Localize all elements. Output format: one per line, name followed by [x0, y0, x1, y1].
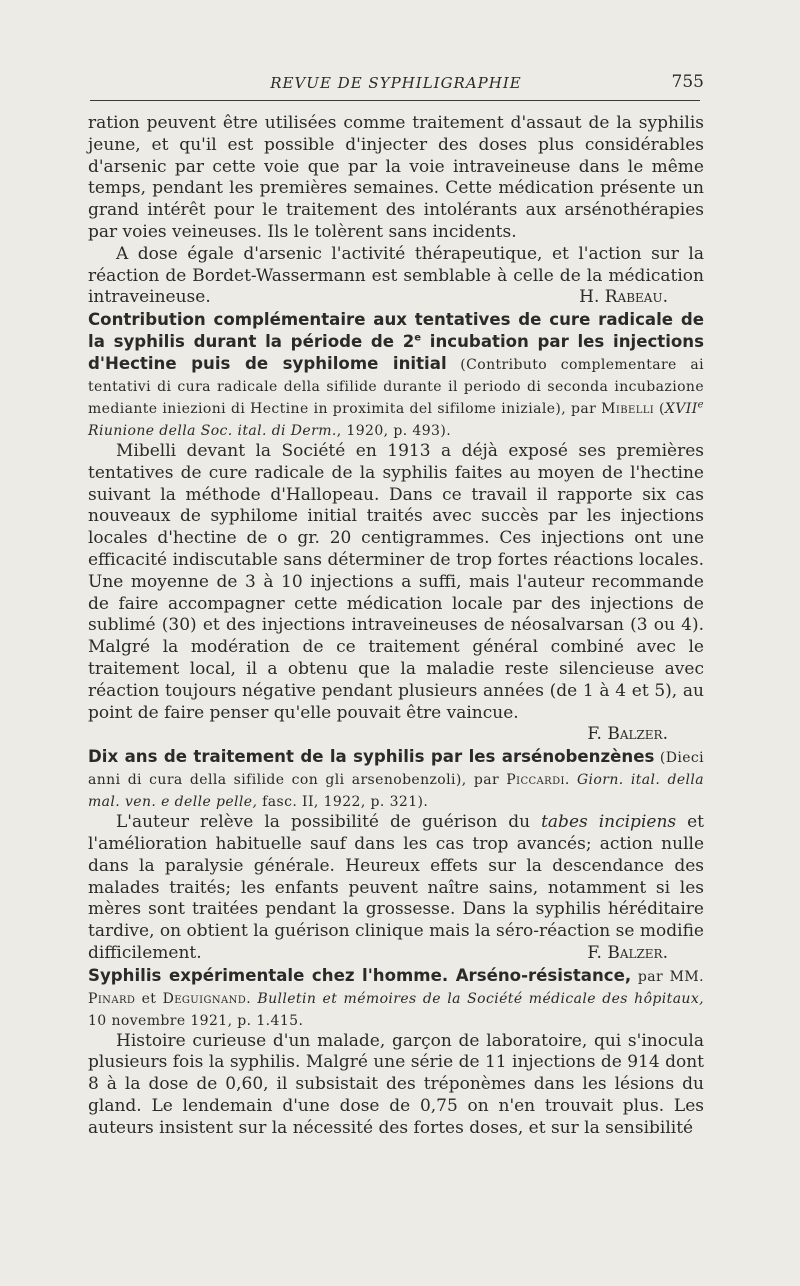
article-1-heading	[88, 309, 704, 441]
article-3-heading	[88, 965, 704, 1031]
article-1-body: Mibelli devant la Société en 1913 a déjà exposé ses premières tentatives de cure radicale de la syphilis faites au moyen de l'hectine suivant la méthode d'Hallopeau. Dans ce travail il rapporte six cas nouveaux de syphilome initial traités avec succès par les injections locales d'hectine de o gr. 20 centigrammes. Ces injections ont une efficacité indiscutable sans déterminer de trop fortes réactions locales. Une moyenne de 3 à 10 injections a suffi, mais l'auteur recommande de faire accompagner cette médication locale par des injections de sublimé (30) et des injections intraveineuses de néosalvarsan (3 ou 4). Malgré la modération de ce traitement général combiné avec le traitement local, il a obtenu que la maladie reste silencieuse avec réaction toujours négative pendant plusieurs années (de 1 à 4 et 5), au point de faire penser qu'elle pouvait être vaincue.	[88, 440, 704, 723]
article-3-title: Syphilis expérimentale chez l'homme. Arséno-résistance,	[88, 965, 632, 985]
page-number: 755	[671, 72, 704, 92]
page-body	[88, 113, 704, 1139]
intro-paragraph-2: A dose égale d'arsenic l'activité thérapeutique, et l'action sur la réaction de Bordet-Wassermann est semblable à celle de la médication intraveineuse.	[88, 243, 704, 308]
article-3-reference: par MM. Pinard et Deguignand. Bulletin et mémoires de la Société médicale des hôpitaux, 10 novembre 1921, p. 1.415.	[88, 968, 704, 1029]
article-2-heading	[88, 746, 704, 812]
article-1-reference: (Contributo complementare ai tentativi di cura radicale della sifilide durante il periodo di seconda incubazione mediante iniezioni di Hectine in proximita del sifilome iniziale), par Mibelli (XVIIe Riunione della Soc. ital. di Derm., 1920, p. 493).	[88, 356, 704, 439]
article-3-body: Histoire curieuse d'un malade, garçon de laboratoire, qui s'inocula plusieurs fois la syphilis. Malgré une série de 11 injections de 914 dont 8 à la dose de 0,60, il subsistait des tréponèmes dans les lésions du gland. Le lendemain d'une dose de 0,75 on n'en trouvait plus. Les auteurs insistent sur la nécessité des fortes doses, et sur la sensibilité	[88, 1030, 704, 1138]
article-2-body: L'auteur relève la possibilité de guérison du tabes incipiens et l'amélioration habituelle sauf dans les cas trop avancés; action nulle dans la paralysie générale. Heureux effets sur la descendance des malades traités; les enfants peuvent naître sains, notamment si les mères sont traitées pendant la grossesse. Dans la syphilis héréditaire tardive, on obtient la guérison clinique mais la séro-réaction se modifie difficilement.	[88, 812, 705, 963]
article-2-signature: F. Balzer.	[587, 942, 668, 963]
article-2-reference: (Dieci anni di cura della sifilide con gli arsenobenzoli), par Piccardi. Giorn. ital. della mal. ven. e delle pelle, fasc. II, 1922, p. 321).	[88, 750, 705, 811]
article-1-title: Contribution complémentaire aux tentatives de cure radicale de la syphilis durant la période de 2e incubation par les injections d'Hectine puis de syphilome initial	[88, 309, 704, 373]
running-title: REVUE DE SYPHILIGRAPHIE	[270, 74, 522, 92]
article-2-title: Dix ans de traitement de la syphilis par les arsénobenzènes	[88, 747, 655, 767]
header-rule	[90, 100, 700, 101]
article-1-signature: F. Balzer.	[587, 724, 668, 745]
page-header	[88, 68, 704, 96]
intro-paragraph: ration peuvent être utilisées comme traitement d'assaut de la syphilis jeune, et qu'il est possible d'injecter des doses plus considérables d'arsenic par cette voie que par la voie intraveineuse dans le même temps, pendant les premières semaines. Cette médication présente un grand intérêt pour le traitement des intolérants aux arsénothérapies par voies veineuses. Ils le tolèrent sans incidents.	[88, 113, 704, 242]
intro-signature: H. Rabeau.	[579, 287, 668, 308]
